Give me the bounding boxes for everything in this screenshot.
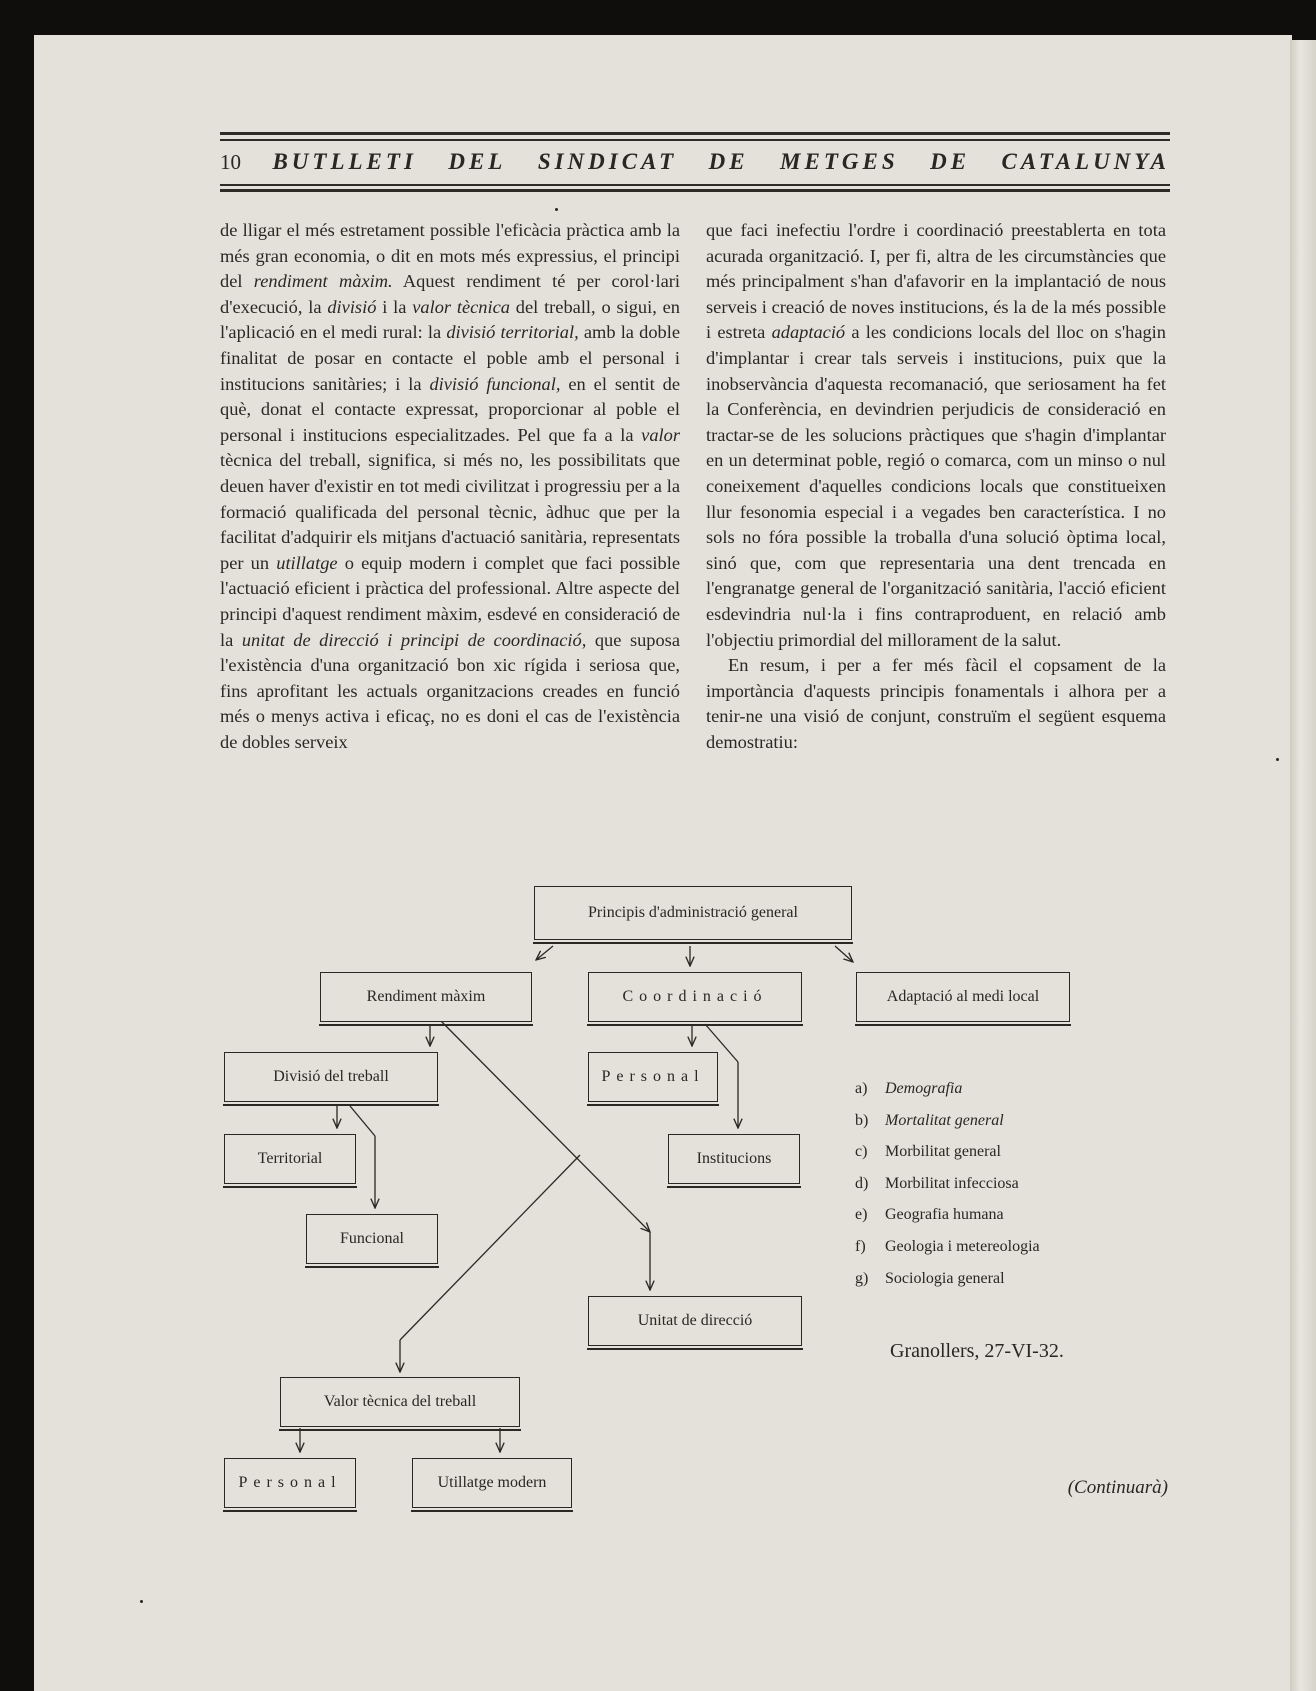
italic-run: valor tècnica xyxy=(412,296,510,317)
page-number: 10 xyxy=(220,149,241,174)
header-word: DEL xyxy=(448,149,507,174)
box-adaptacio: Adaptació al medi local xyxy=(856,972,1070,1022)
place-date: Granollers, 27-VI-32. xyxy=(890,1340,1064,1362)
list-text: Geografia humana xyxy=(885,1206,1004,1224)
box-funcional: Funcional xyxy=(306,1214,438,1264)
list-item xyxy=(855,1073,1040,1105)
list-item xyxy=(855,1231,1040,1263)
list-item xyxy=(855,1199,1040,1231)
italic-run: valor xyxy=(641,424,680,445)
italic-run: adaptació xyxy=(771,322,846,343)
header-word: DE xyxy=(708,149,749,174)
list-text: Morbilitat infecciosa xyxy=(885,1174,1019,1192)
list-letter: e) xyxy=(855,1206,868,1224)
italic-run: divisió territorial, xyxy=(446,322,579,343)
text-run: i la xyxy=(376,296,413,317)
list-letter: a) xyxy=(855,1080,868,1097)
box-territorial: Territorial xyxy=(224,1134,356,1184)
text-run: tècnica del treball, significa, si més no, les possibilitats que deuen haver d'existir en tot medi civilitzat i progressiu per a la formació qualificada del personal tècnic, àdhuc que per la facilitat d'adquirir els mitjans d'actuació sanitària, representats per un xyxy=(220,450,680,573)
text-run: que suposa l'existència d'una organització bon xic rígida i seriosa que, fins aprofitant les actuals organitzacions creades en funció més o menys activa i eficaç, no es doni el cas de l'existència de dobles serveix xyxy=(220,629,681,752)
header-word: METGES xyxy=(780,149,899,174)
list-text: Morbilitat general xyxy=(885,1143,1001,1161)
text-run: a les condicions locals del lloc on s'hagin d'implantar i crear tals serveis i institucions, puix que la inobservància d'aquesta recomanació, que seriosament ha fet la Conferència, en devindrien perjudicis de consideració en tractar-se de les solucions pràctiques que s'hagin d'implantar en un determinat poble, regió o comarca, com un minso o nul coneixement d'aquelles condicions locals que constitueixen llur fesonomia especial i a vegades ben característica. I no sols no fóra possible la troballa d'una solució òptima local, sinó que, com que representaria una dent trencada en l'engranatge general de l'organització sanitària, l'acció eficient esdevindria nul·la i fins contraproduent, en relació amb l'objectiu primordial del millorament de la salut. xyxy=(706,322,1166,650)
italic-run: rendiment màxim. xyxy=(253,271,393,292)
italic-run: divisió xyxy=(327,296,377,317)
text-run: que faci inefectiu l'ordre i coordinació preestablerta en tota acurada organització. I, per fi, altra de les circumstàncies que més principalment s'han d'afavorir en la implantació de nous serveis i creació de noves institucions, és la de la més possible i estreta xyxy=(706,220,1166,343)
text-run: en el sentit de què, donat el contacte expressat, proporcionar al poble el personal i institucions especialitzades. Pel que fa a la xyxy=(220,373,680,445)
box-utillatge: Utillatge modern xyxy=(412,1458,572,1508)
text-run: amb la doble finalitat de posar en contacte el poble amb el personal i institucions sanitàries; i la xyxy=(220,322,681,394)
box-personal-coordinacio: Personal xyxy=(588,1052,718,1102)
text-run: del treball, o sigui, en l'aplicació en el medi rural: la xyxy=(220,296,680,343)
paper-speck xyxy=(1276,758,1279,761)
header-word: DE xyxy=(930,149,971,174)
text-run: Aquest rendiment té per corol·lari d'execució, la xyxy=(220,271,680,317)
list-item xyxy=(855,1168,1040,1200)
italic-run: utillatge xyxy=(276,552,338,573)
paper-speck xyxy=(140,1600,143,1603)
list-item xyxy=(855,1105,1040,1137)
list-letter: d) xyxy=(855,1174,869,1192)
box-personal-valor: Personal xyxy=(224,1458,356,1508)
list-letter: f) xyxy=(855,1237,866,1255)
list-letter: c) xyxy=(855,1143,868,1161)
right-paragraph-2: En resum, i per a fer més fàcil el copsament de la importància d'aquests principis fonamentals i alhora per a tenir-ne una visió de conjunt, construïm el següent esquema demostratiu: xyxy=(706,655,1166,752)
list-text: Mortalitat general xyxy=(885,1111,1004,1129)
list-text: Geologia i metereologia xyxy=(885,1237,1040,1255)
list-letter: b) xyxy=(855,1111,869,1129)
list-letter: g) xyxy=(855,1269,869,1287)
list-item xyxy=(855,1263,1040,1295)
box-valor: Valor tècnica del treball xyxy=(280,1377,520,1427)
italic-run: unitat de direcció i principi de coordinació, xyxy=(241,629,587,650)
box-institucions: Institucions xyxy=(668,1134,800,1184)
box-principis: Principis d'administració general xyxy=(534,886,852,940)
list-text: Sociologia general xyxy=(885,1269,1005,1287)
box-coordinacio: Coordinació xyxy=(588,972,802,1022)
box-unitat: Unitat de direcció xyxy=(588,1296,802,1346)
text-run: o equip modern i complet que faci possible l'actuació eficient i pràctica del professional. Altre aspecte del principi d'aquest rendiment màxim, esdevé en consideració de la xyxy=(220,552,680,650)
list-text: Demografia xyxy=(885,1080,963,1097)
paper-speck xyxy=(555,208,558,211)
header-word: BUTLLETI xyxy=(272,149,417,174)
header-word: CATALUNYA xyxy=(1001,149,1170,174)
continued-note: (Continuarà) xyxy=(1067,1477,1168,1498)
italic-run: divisió funcional, xyxy=(429,373,561,394)
text-run: de lligar el més estretament possible l'eficàcia pràctica amb la més gran economia, o dit en mots més expressius, el principi del xyxy=(220,220,680,292)
box-divisio: Divisió del treball xyxy=(224,1052,438,1102)
box-rendiment: Rendiment màxim xyxy=(320,972,532,1022)
adaptacio-factors-list xyxy=(855,1073,1040,1294)
header-word: SINDICAT xyxy=(537,149,678,174)
list-item xyxy=(855,1136,1040,1168)
